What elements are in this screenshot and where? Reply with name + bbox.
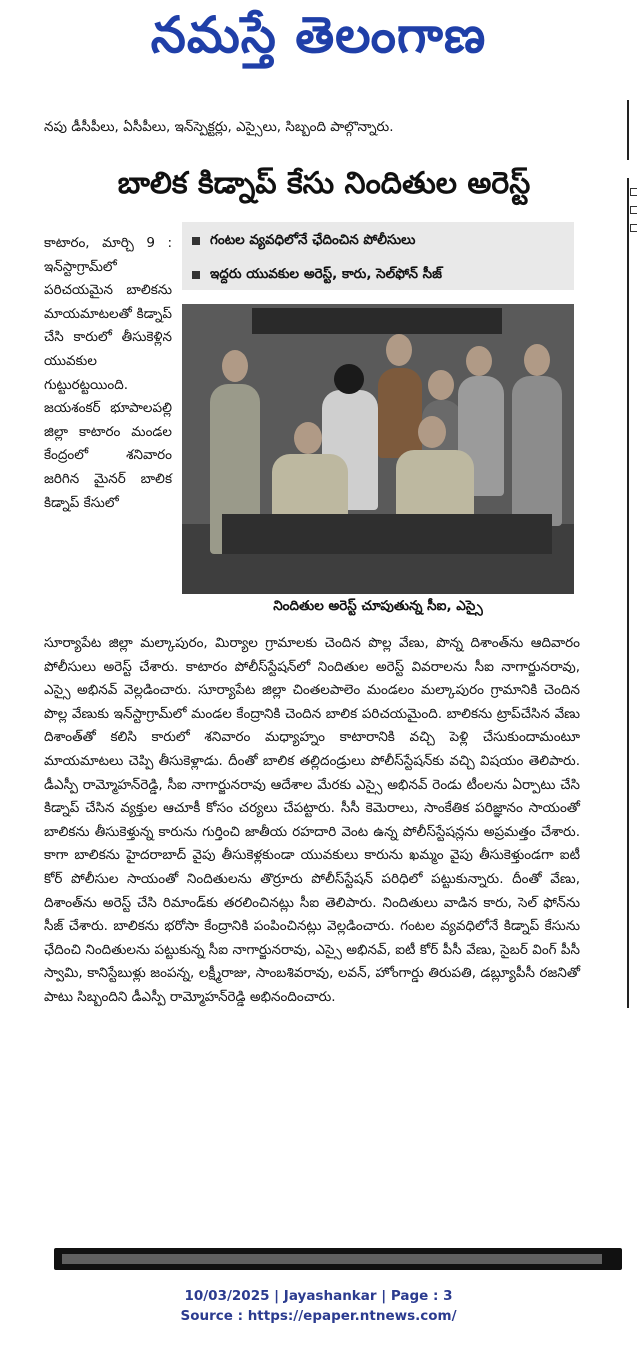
photo-person-head bbox=[418, 416, 446, 448]
article-body: సూర్యాపేట జిల్లా మల్కాపురం, మిర్యాల గ్రామాలకు చెందిన పొల్ల వేణు, పొన్న దిశాంత్‌ను ఆదివారం పోలీసులు అరెస్ట్ చేశారు. కాటారం పోలీస్‌స్టేషన్‌లో నిందితుల అరెస్ట్ వివరాలను సీఐ నాగార్జునరావు, ఎస్సై అభినవ్ వెల్లడించారు. సూర్యాపేట జిల్లా చింతలపాలెం మండలం మల్కాపురం గ్రామానికి చెందిన పొల్ల వేణుకు ఇన్‌స్టాగ్రామ్‌లో మండల కేంద్రానికి చెందిన బాలిక పరిచయమైంది. బాలికను ట్రాప్‌చేసిన వేణు దిశాంత్‌తో కలిసి కారులో శనివారం మధ్యాహ్నం కాటారానికి వచ్చి పెళ్లి చేసుకుందామంటూ మాయమాటలు చెప్పి తీసుకెళ్లాడు. దీంతో బాలిక తల్లిదండ్రులు పోలీస్‌స్టేషన్‌కు వచ్చి విషయం తెలిపారు. డీఎస్పీ రామ్మోహన్‌రెడ్డి, సీఐ నాగార్జునరావు ఆదేశాల మేరకు ఎస్సై అభినవ్ రెండు టీంలను ఏర్పాటు చేసి కిడ్నాప్ చేసిన వ్యక్తుల ఆచూకీ కోసం చర్యలు చేపట్టారు. సీసీ కెమెరాలు, సాంకేతిక పరిజ్ఞానం సాయంతో బాలికను తీసుకెళ్తున్న కారును గుర్తించి జాతీయ రహదారి వెంట ఉన్న పోలీస్‌స్టేషన్లను అప్రమత్తం చేశారు. కాగా బాలికను హైదరాబాద్ వైపు తీసుకెళ్లకుండా యువకులు కారును ఖమ్మం వైపు తీసుకెళ్తుండగా ఐటీ కోర్ పోలీసుల సాయంతో నిందితులను తొర్రూరు పోలీస్‌స్టేషన్ పరిధిలో పట్టుకున్నారు. దీంతో వేణు, దిశాంత్‌ను అరెస్ట్ చేసి రిమాండ్‌కు తరలించినట్లు సీఐ తెలిపారు. నిందితులు వాడిన కారు, సెల్ ఫోన్‌ను సీజ్ చేశారు. బాలికను భరోసా కేంద్రానికి పంపించినట్లు వెల్లడించారు. గంటల వ్యవధిలోనే కిడ్నాప్ కేసును ఛేదించి నిందితులను పట్టుకున్న సీఐ నాగార్జునరావు, ఎస్సై అభినవ్, ఐటీ కోర్ పీసీ వేణు, సైబర్ వింగ్ పీసీ స్వామి, కానిస్టేబుళ్లు జంపన్న, లక్ష్మీరాజు, సాంబశివరావు, లవన్, హోంగార్డు తిరుపతి, డబ్ల్యూపీసీ రజనితో పాటు సిబ్బందిని డీఎస్పీ రామ్మోహన్‌రెడ్డి అభినందించారు. bbox=[44, 635, 580, 1005]
masthead-title: నమస్తే తెలంగాణ bbox=[150, 6, 487, 64]
adjacent-column-rule bbox=[627, 100, 637, 160]
photo-caption: నిందితుల అరెస్ట్ చూపుతున్న సీఐ, ఎస్సై bbox=[273, 598, 483, 614]
subhead-row bbox=[182, 260, 574, 290]
bullet-icon bbox=[192, 271, 200, 279]
subhead-text: గంటల వ్యవధిలోనే ఛేదించిన పోలీసులు bbox=[210, 231, 416, 248]
photo-table bbox=[222, 514, 552, 554]
subhead-row bbox=[182, 226, 574, 256]
photo-person-head bbox=[466, 346, 492, 376]
previous-article-cut-line bbox=[44, 88, 604, 98]
footer-date-edition: 10/03/2025 | Jayashankar | Page : 3 bbox=[184, 1288, 453, 1304]
subheads-box bbox=[182, 222, 574, 290]
photo-person-head bbox=[428, 370, 454, 400]
photo-person bbox=[378, 368, 422, 458]
photo-person-head bbox=[386, 334, 412, 366]
next-article-header-text-band bbox=[62, 1254, 602, 1264]
photo-person bbox=[512, 376, 562, 526]
footer-source-link[interactable]: Source : https://epaper.ntnews.com/ bbox=[180, 1308, 457, 1324]
column-mark bbox=[630, 188, 637, 196]
next-article-header-strip bbox=[54, 1248, 622, 1270]
news-photo bbox=[182, 304, 574, 594]
column-mark bbox=[630, 206, 637, 214]
photo-person-head bbox=[222, 350, 248, 382]
previous-article-tail: నపు డీసీపీలు, ఏసీపీలు, ఇన్‌స్పెక్టర్లు, ఎస్సైలు, సిబ్బంది పాల్గొన్నారు. bbox=[44, 119, 394, 135]
page-footer bbox=[0, 1286, 637, 1326]
bullet-icon bbox=[192, 237, 200, 245]
photo-person-head bbox=[524, 344, 550, 376]
column-mark bbox=[630, 224, 637, 232]
masthead bbox=[0, 0, 637, 88]
adjacent-column-rule-lower bbox=[627, 178, 637, 1008]
article-lead: కాటారం, మార్చి 9 : ఇన్‌స్టాగ్రామ్‌లో పరిచయమైన బాలికను మాయమాటలతో కిడ్నాప్ చేసి కారులో తీసుకెళ్లిన యువకుల గుట్టురట్టయింది. జయశంకర్ భూపాలపల్లి జిల్లా కాటారం మండల కేంద్రంలో శనివారం జరిగిన మైనర్ బాలిక కిడ్నాప్ కేసులో bbox=[44, 235, 172, 511]
photo-person-head bbox=[294, 422, 322, 454]
article-headline: బాలిక కిడ్నాప్ కేసు నిందితుల అరెస్ట్ bbox=[117, 166, 531, 201]
photo-wall-banner bbox=[252, 308, 502, 334]
subhead-text: ఇద్దరు యువకుల అరెస్ట్, కారు, సెల్‌ఫోన్ సీజ్ bbox=[210, 265, 442, 282]
photo-person-head bbox=[334, 364, 364, 394]
